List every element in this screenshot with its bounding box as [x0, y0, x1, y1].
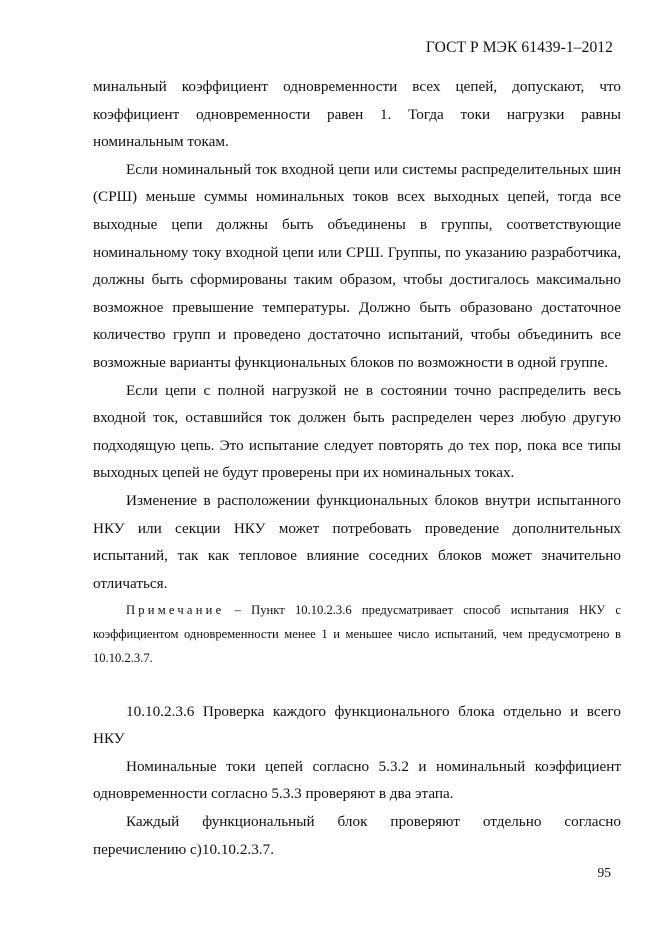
paragraph-each-block: Каждый функциональный блок проверяют отдельно согласно перечислению с)10.10.2.3.7. — [93, 813, 621, 858]
paragraph-busbar-groups: Если номинальный ток входной цепи или системы распределительных шин (СРШ) меньше суммы номинальных токов всех выходных цепей, тогда все выходные цепи должны быть объединены в группы, соответствующие номинальному току входной цепи или СРШ. Группы, по указанию разработчика, должны быть сформированы таким образом, чтобы достигалось максимально возможное превышение температуры. Должно быть образовано достаточное количество групп и проведено достаточно испытаний, чтобы объединить все возможные варианты функциональных блоков по возможности в одной группе. — [93, 160, 621, 371]
paragraph-full-load: Если цепи с полной нагрузкой не в состоянии точно распределить весь входной ток, оставшийся ток должен быть распределен через любую другую подходящую цепь. Это испытание следует повторять до тех пор, пока все типы выходных цепей не будут проверены при их номинальных токах. — [93, 381, 621, 482]
paragraph-arrangement-change: Изменение в расположении функциональных блоков внутри испытанного НКУ или секции НКУ может потребовать проведение дополнительных испытаний, так как тепловое влияние соседних блоков может значительно отличаться. — [93, 491, 621, 592]
paragraph-rated-currents: Номинальные токи цепей согласно 5.3.2 и номинальный коэффициент одновременности согласно 5.3.3 проверяют в два этапа. — [93, 757, 621, 803]
note-label: Примечание — [126, 603, 225, 618]
main-text — [93, 73, 621, 863]
page-number: 95 — [597, 865, 611, 880]
section-heading: 10.10.2.3.6 Проверка каждого функционального блока отдельно и всего НКУ — [93, 702, 621, 748]
standard-header: ГОСТ Р МЭК 61439-1–2012 — [425, 39, 613, 56]
note — [93, 599, 621, 670]
note-text: – Пункт 10.10.2.3.6 предусматривает способ испытания НКУ с коэффициентом одновременности менее 1 и меньшее число испытаний, чем предусмотрено в 10.10.2.3.7. — [93, 603, 621, 665]
section-gap — [93, 671, 621, 698]
paragraph-continuation: минальный коэффициент одновременности всех цепей, допускают, что коэффициент одновременности равен 1. Тогда токи нагрузки равны номинальным токам. — [93, 78, 621, 151]
